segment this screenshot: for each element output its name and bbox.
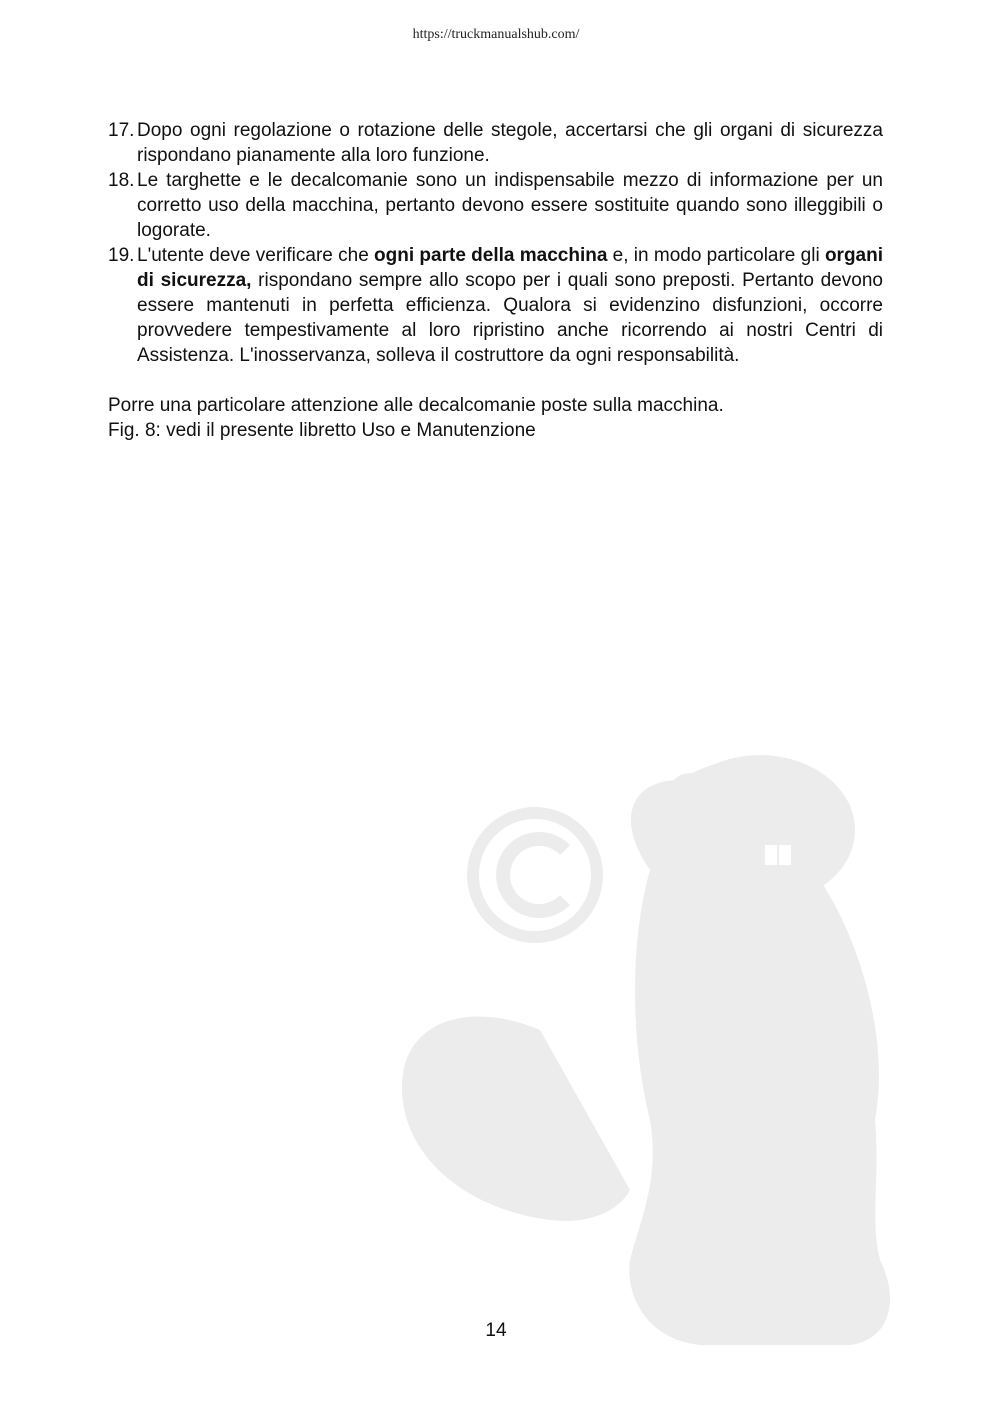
item-text-part: e, in modo particolare gli	[607, 245, 825, 266]
page-number: 14	[485, 1320, 507, 1341]
note-text: Porre una particolare attenzione alle decalcomanie poste sulla macchina.	[108, 395, 724, 416]
beaver-copyright-watermark-icon	[380, 740, 940, 1360]
list-item	[108, 118, 883, 168]
item-text-part: L'utente deve verificare che	[137, 245, 375, 266]
decal-note	[108, 393, 728, 443]
document-body	[108, 118, 883, 443]
item-text-bold: ogni parte della macchina	[374, 245, 608, 266]
figure-reference: Fig. 8: vedi il presente libretto Uso e Manutenzione	[108, 420, 536, 441]
item-number: 19.	[108, 245, 135, 266]
item-number: 17.	[108, 120, 135, 141]
header-url: https://truckmanualshub.com/	[412, 27, 580, 42]
list-item	[108, 168, 883, 243]
list-item	[108, 243, 883, 368]
item-text: Le targhette e le decalcomanie sono un indispensabile mezzo di informazione per un corretto uso della macchina, pertanto devono essere sostituite quando sono illeggibili o logorate.	[137, 170, 883, 241]
item-number: 18.	[108, 170, 135, 191]
item-text-bold: organi di sicurezza,	[137, 245, 884, 291]
item-text: Dopo ogni regolazione o rotazione delle stegole, accertarsi che gli organi di sicurezza rispondano pianamente alla loro funzione.	[137, 120, 883, 166]
safety-list	[108, 118, 883, 368]
item-text-part: rispondano sempre allo scopo per i quali sono preposti. Pertanto devono essere mantenuti in perfetta efficienza. Qualora si evidenzino disfunzioni, occorre provvedere tempestivamente al loro ripristino anche ricorrendo ai nostri Centri di Assistenza. L'inosservanza, solleva il costruttore da ogni responsabilità.	[137, 270, 883, 366]
